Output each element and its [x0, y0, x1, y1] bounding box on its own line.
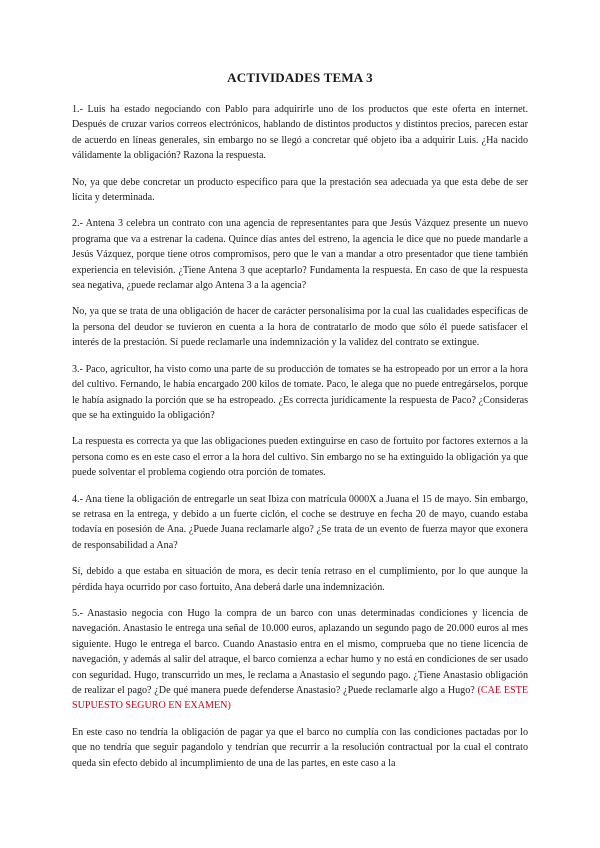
answer-5: En este caso no tendría la obligación de pagar ya que el barco no cumplía con las condiciones pactadas por lo que no tendría que seguir pagandolo y tendrían que recurrir a la resolución contractual por la cual el contrato queda sin efecto debido al incumplimiento de una de las partes, en este caso a la — [72, 726, 528, 769]
document-page — [72, 70, 528, 782]
question-3: 3.- Paco, agricultor, ha visto como una parte de su producción de tomates se ha estropeado por un error a la hora del cultivo. Fernando, le había encargado 200 kilos de tomate. Paco, le alega que no puede entregárselos, porque le había asignado la porción que se ha estropeado. ¿Es correcta jurídicamente la respuesta de Paco? ¿Consideras que se ha extinguido la obligación? — [72, 363, 528, 421]
document-title: ACTIVIDADES TEMA 3 — [227, 70, 373, 85]
question-2: 2.- Antena 3 celebra un contrato con una agencia de representantes para que Jesús Vázquez presente un nuevo programa que va a estrenar la cadena. Quince días antes del estreno, la agencia le dice que no puede mandarle a Jesús Vázquez, porque tiene otros compromisos, pero que le van a mandar a otro presentador que tiene también experiencia en televisión. ¿Tiene Antena 3 que aceptarlo? Fundamenta la respuesta. En caso de que la respuesta sea negativa, ¿puede reclamar algo Antena 3 a la agencia? — [72, 218, 528, 292]
question-4: 4.- Ana tiene la obligación de entregarle un seat Ibiza con matrícula 0000X a Juana el 15 de mayo. Sin embargo, se retrasa en la entrega, y debido a un fuerte ciclón, el coche se destruye en fecha 20 de mayo, cuando estaba todavía en posesión de Ana. ¿Puede Juana reclamarle algo? ¿Se trata de un evento de fuerza mayor que exonera de responsabilidad a Ana? — [72, 493, 528, 551]
answer-2: No, ya que se trata de una obligación de hacer de carácter personalísima por la cual las cualidades específicas de la persona del deudor se tuvieron en cuenta a la hora de contratarlo de modo que sólo él puede satisfacer el interés de la prestación. Sí puede reclamarle una indemnización y la validez del contrato se extingue. — [72, 306, 528, 349]
question-1: 1.- Luis ha estado negociando con Pablo para adquirirle uno de los productos que este oferta en internet. Después de cruzar varios correos electrónicos, hablando de distintos productos y distintos precios, parecen estar de acuerdo en líneas generales, sin embargo no se llegó a concretar qué objeto iba a adquirir Luis. ¿Ha nacido válidamente la obligación? Razona la respuesta. — [72, 104, 528, 162]
answer-1: No, ya que debe concretar un producto específico para que la prestación sea adecuada ya que esta debe de ser lícita y determinada. — [72, 176, 528, 204]
answer-3: La respuesta es correcta ya que las obligaciones pueden extinguirse en caso de fortuito por factores externos a la persona como es en este caso el error a la hora del cultivo. Sin embargo no se ha extinguido la obligación ya que puede solventar el problema cogiendo otra porción de tomates. — [72, 436, 528, 479]
answer-4: Sí, debido a que estaba en situación de mora, es decir tenía retraso en el cumplimiento, por lo que aunque la pérdida haya ocurrido por caso fortuito, Ana deberá darle una indemnización. — [72, 566, 528, 593]
exam-note: (CAE ESTE SUPUESTO SEGURO EN EXAMEN) — [72, 685, 528, 712]
question-5 — [72, 606, 528, 714]
question-5-text: 5.- Anastasio negocia con Hugo la compra de un barco con unas determinadas condiciones y licencia de navegación. Anastasio le entrega una señal de 10.000 euros, aplazando un segundo pago de 20.000 euros al mes siguiente. Hugo le entrega el barco. Cuando Anastasio entra en el mismo, comprueba que no tiene licencia de navegación, y además al salir del atraque, el barco comienza a echar humo y no está en condiciones de ser usado con seguridad. Hugo, transcurrido un mes, le reclama a Anastasio el segundo pago. ¿Tiene Anastasio obligación de realizar el pago? ¿De qué manera puede defenderse Anastasio? ¿Puede reclamarle algo a Hugo? — [72, 607, 528, 696]
